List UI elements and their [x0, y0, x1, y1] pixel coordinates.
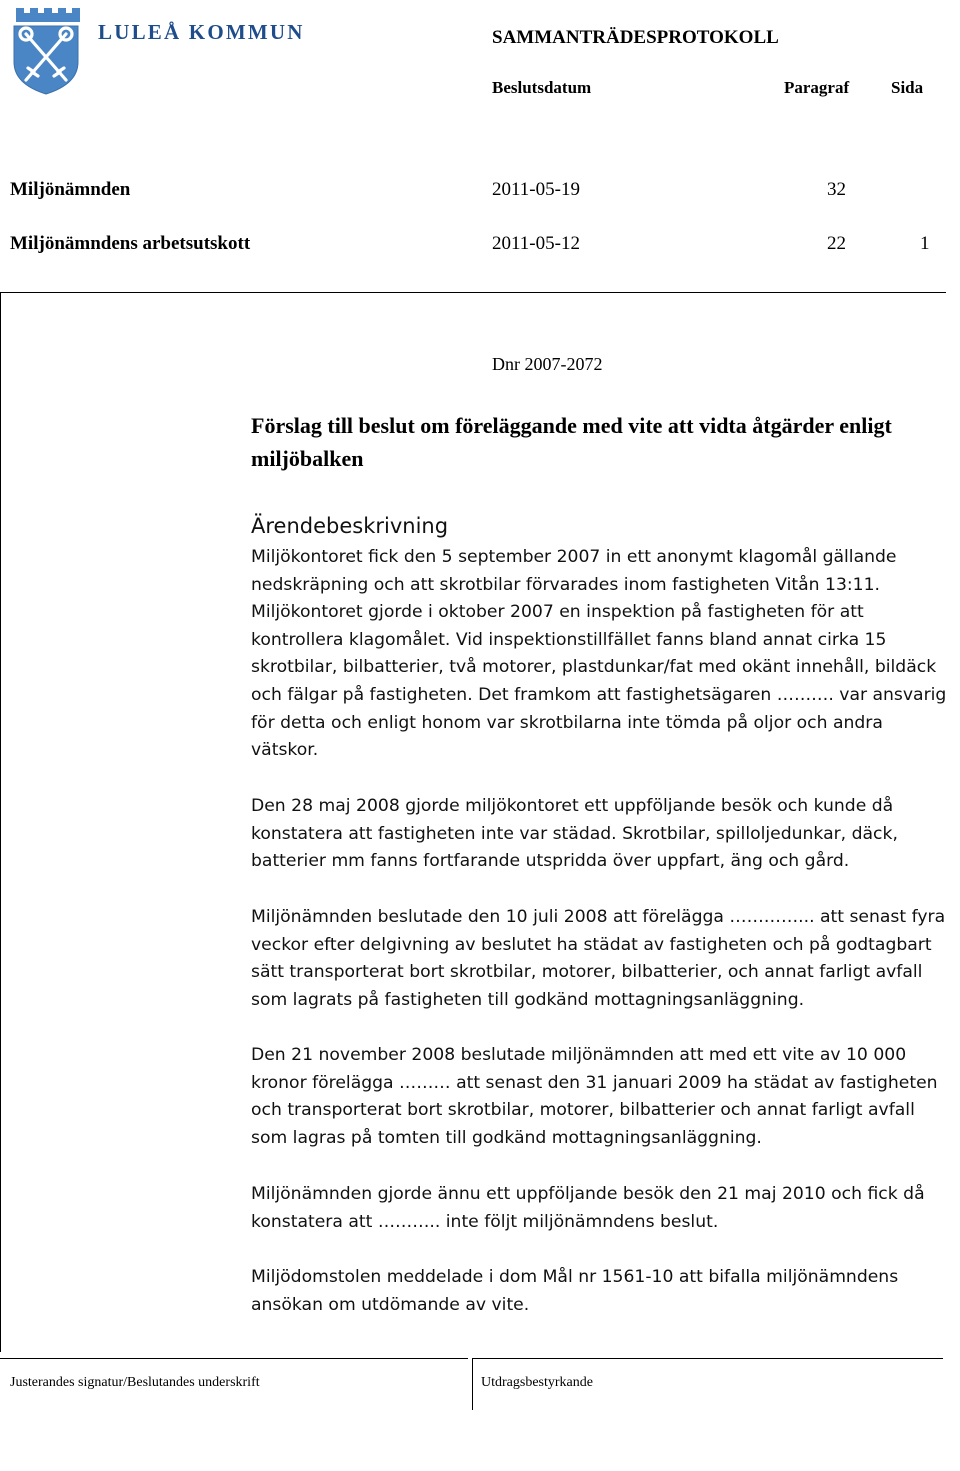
body-paragraph: Miljökontoret fick den 5 september 2007 in ett anonymt klagomål gällande nedskräpning och att skrotbilar förvarades inom fastigheten Vitån 13:11. Miljökontoret gjorde i oktober 2007 en inspektion på fastigheten för att kontrollera klagomålet. Vid inspektionstillfället fanns bland annat cirka 15 skrotbilar, bilbatterier, två motorer, plastdunkar/fat med okänt innehåll, bildäck och fälgar på fastigheten. Det framkom att fastighetsägaren ………. var ansvarig för detta och enligt honom var skrotbilarna inte tömda på oljor och andra vätskor. [251, 547, 947, 761]
footer-divider [472, 1358, 473, 1410]
certification-label: Utdragsbestyrkande [481, 1375, 593, 1390]
column-header-date: Beslutsdatum [492, 78, 592, 97]
lulea-coat-of-arms-icon [10, 4, 82, 96]
section-heading: Ärendebeskrivning [251, 514, 449, 538]
body-paragraph: Den 28 maj 2008 gjorde miljökontoret ett uppföljande besök och kunde då konstatera att fastigheten inte var städad. Skrotbilar, spilloljedunkar, däck, batterier mm fanns fortfarande utspridda över uppfart, äng och gård. [251, 796, 898, 872]
frame-left-rule [0, 292, 1, 1352]
meeting-paragraph: 22 [827, 233, 846, 254]
body-paragraph: Miljödomstolen meddelade i dom Mål nr 1561-10 att bifalla miljönämndens ansökan om utdömande av vite. [251, 1267, 899, 1315]
column-header-paragraph: Paragraf [784, 78, 850, 97]
meeting-date: 2011-05-19 [492, 179, 580, 200]
frame-top-rule [0, 292, 946, 293]
footer-rule-right [473, 1358, 943, 1359]
footer-rule-left [0, 1358, 468, 1359]
meeting-page: 1 [920, 233, 930, 254]
column-header-page: Sida [891, 78, 924, 97]
meeting-body: Miljönämndens arbetsutskott [10, 233, 251, 254]
meeting-paragraph: 32 [827, 179, 846, 200]
case-title: Förslag till beslut om föreläggande med vite att vidta åtgärder enligt miljöbalken [251, 413, 892, 471]
body-paragraph: Den 21 november 2008 beslutade miljönämnden att med ett vite av 10 000 kronor förelägga ……… att senast den 31 januari 2009 ha städat av fastigheten och transporterat bort skrotbilar, motorer, bilbatterier och annat farligt avfall som lagras på tomten till godkänd mottagningsanläggning. [251, 1045, 938, 1148]
body-paragraph: Miljönämnden beslutade den 10 juli 2008 att förelägga …………... att senast fyra veckor efter delgivning av beslutet ha städat av fastigheten och på godtagbart sätt transporterat bort skrotbilar, motorer, bilbatterier, och annat farligt avfall som lagrats på fastigheten till godkänd mottagningsanläggning. [251, 907, 946, 1010]
body-paragraph: Miljönämnden gjorde ännu ett uppföljande besök den 21 maj 2010 och fick då konstatera att ……….. inte följt miljönämndens beslut. [251, 1184, 925, 1232]
meeting-body: Miljönämnden [10, 179, 131, 200]
meeting-date: 2011-05-12 [492, 233, 580, 254]
case-number: Dnr 2007-2072 [492, 354, 603, 374]
document-type: SAMMANTRÄDESPROTOKOLL [492, 27, 779, 48]
municipality-name: LULEÅ KOMMUN [98, 20, 305, 44]
signature-label: Justerandes signatur/Beslutandes underskrift [10, 1375, 260, 1390]
